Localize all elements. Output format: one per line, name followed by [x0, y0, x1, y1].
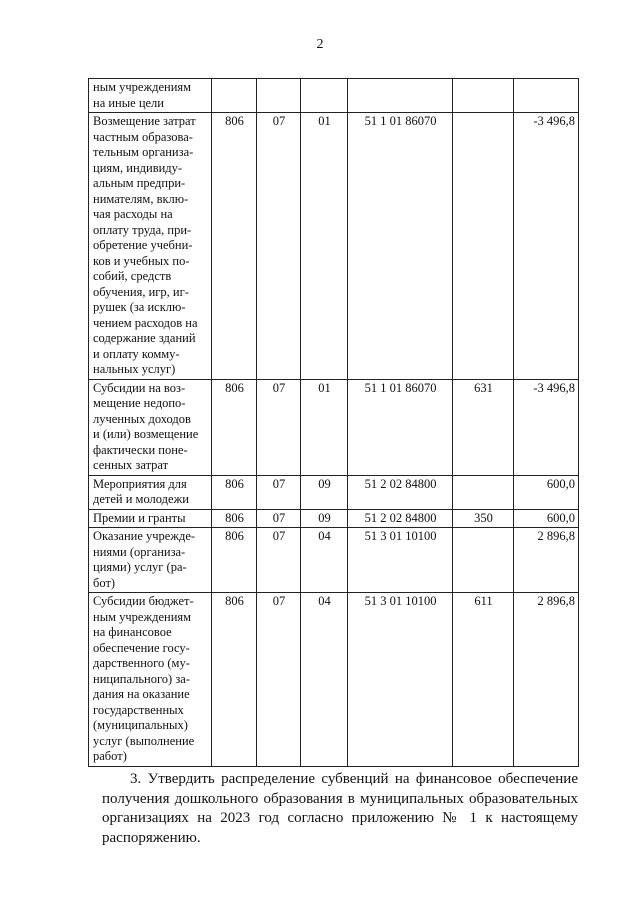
table-row — [89, 113, 579, 380]
row-name-line: работ) — [93, 749, 127, 763]
table-row — [89, 79, 579, 113]
rz-cell: 07 — [257, 528, 301, 593]
pr-cell: 04 — [301, 593, 348, 767]
sum-cell — [514, 79, 579, 113]
csr-cell: 51 1 01 86070 — [348, 113, 453, 380]
vr-cell: 611 — [453, 593, 514, 767]
sum-cell: -3 496,8 — [514, 113, 579, 380]
row-name-cell — [89, 593, 212, 767]
row-name-line: услуг (выполнение — [93, 733, 195, 748]
ved-cell — [212, 79, 257, 113]
row-name-line: на финансовое — [93, 625, 172, 639]
row-name-line: ным учреждениям — [93, 80, 192, 94]
row-name-cell — [89, 509, 212, 528]
table-row — [89, 509, 579, 528]
table-row — [89, 528, 579, 593]
pr-cell: 01 — [301, 379, 348, 475]
row-name-cell — [89, 79, 212, 113]
row-name-cell — [89, 113, 212, 380]
ved-cell: 806 — [212, 593, 257, 767]
ved-cell: 806 — [212, 475, 257, 509]
csr-cell: 51 3 01 10100 — [348, 593, 453, 767]
row-name-line: обучения, игр, иг- — [93, 284, 189, 299]
row-name-line: мещение недопо- — [93, 396, 186, 410]
row-name-line: Мероприятия для — [93, 476, 187, 491]
ved-cell: 806 — [212, 528, 257, 593]
sum-cell: 2 896,8 — [514, 593, 579, 767]
paragraph-text: 3. Утвердить распределение субвенций на финансовое обеспечение получения дошкольного образования в муниципальных образовательных организациях на 2023 год согласно приложению № 1 к настоящему распоряжению. — [102, 771, 578, 846]
row-name-line: ным учреждениям — [93, 609, 192, 624]
ved-cell: 806 — [212, 379, 257, 475]
pr-cell: 04 — [301, 528, 348, 593]
vr-cell — [453, 113, 514, 380]
row-name-line: ниями (организа- — [93, 544, 186, 559]
row-name-line: обретение учебни- — [93, 238, 193, 252]
pr-cell: 01 — [301, 113, 348, 380]
row-name-line: циям, индивиду- — [93, 160, 183, 175]
row-name-line: частным образова- — [93, 129, 193, 144]
rz-cell: 07 — [257, 475, 301, 509]
row-name-line: содержание зданий — [93, 331, 196, 345]
vr-cell — [453, 475, 514, 509]
row-name-line: циями) услуг (ра- — [93, 560, 187, 574]
row-name-line: дания на оказание — [93, 687, 190, 701]
vr-cell — [453, 528, 514, 593]
row-name-line: нальных услуг) — [93, 362, 176, 376]
rz-cell — [257, 79, 301, 113]
row-name-cell — [89, 379, 212, 475]
sum-cell: -3 496,8 — [514, 379, 579, 475]
ved-cell: 806 — [212, 113, 257, 380]
pr-cell: 09 — [301, 509, 348, 528]
row-name-line: альным предпри- — [93, 176, 186, 190]
row-name-line: нимателям, вклю- — [93, 191, 189, 206]
row-name-line: оплату труда, при- — [93, 222, 192, 237]
row-name-line: ков и учебных по- — [93, 253, 190, 268]
row-name-line: дарственного (му- — [93, 656, 190, 670]
row-name-line: чением расходов на — [93, 315, 198, 330]
csr-cell: 51 2 02 84800 — [348, 475, 453, 509]
rz-cell: 07 — [257, 379, 301, 475]
sum-cell: 2 896,8 — [514, 528, 579, 593]
pr-cell: 09 — [301, 475, 348, 509]
row-name-line: детей и молодежи — [93, 492, 189, 506]
row-name-line: лученных доходов — [93, 411, 191, 426]
row-name-line: фактически понe- — [93, 442, 188, 457]
row-name-line: Субсидии на воз- — [93, 380, 186, 395]
row-name-line: государственных — [93, 702, 184, 717]
row-name-line: сенных затрат — [93, 458, 169, 472]
csr-cell: 51 1 01 86070 — [348, 379, 453, 475]
row-name-line: собий, средств — [93, 269, 172, 283]
budget-table — [88, 78, 579, 767]
csr-cell: 51 3 01 10100 — [348, 528, 453, 593]
vr-cell — [453, 79, 514, 113]
row-name-line: и (или) возмещение — [93, 427, 199, 441]
vr-cell: 631 — [453, 379, 514, 475]
row-name-line: на иные цели — [93, 95, 164, 110]
csr-cell — [348, 79, 453, 113]
sum-cell: 600,0 — [514, 475, 579, 509]
row-name-cell — [89, 475, 212, 509]
table-row — [89, 593, 579, 767]
row-name-line: Премии и гранты — [93, 510, 186, 525]
rz-cell: 07 — [257, 113, 301, 380]
pr-cell — [301, 79, 348, 113]
page-number: 2 — [316, 37, 324, 52]
table-row — [89, 379, 579, 475]
ved-cell: 806 — [212, 509, 257, 528]
row-name-cell — [89, 528, 212, 593]
row-name-line: чая расходы на — [93, 207, 173, 221]
row-name-line: обеспечение госу- — [93, 640, 190, 655]
rz-cell: 07 — [257, 593, 301, 767]
csr-cell: 51 2 02 84800 — [348, 509, 453, 528]
vr-cell: 350 — [453, 509, 514, 528]
row-name-line: бот) — [93, 575, 116, 590]
row-name-line: Субсидии бюджет- — [93, 594, 194, 608]
row-name-line: (муниципальных) — [93, 718, 188, 732]
row-name-line: Оказание учрежде- — [93, 529, 196, 543]
row-name-line: тельным организа- — [93, 145, 194, 159]
row-name-line: ниципального) за- — [93, 671, 190, 686]
sum-cell: 600,0 — [514, 509, 579, 528]
resolution-paragraph — [102, 770, 578, 848]
row-name-line: и оплату комму- — [93, 346, 180, 361]
rz-cell: 07 — [257, 509, 301, 528]
row-name-line: рушек (за исклю- — [93, 300, 186, 314]
row-name-line: Возмещение затрат — [93, 114, 196, 128]
table-row — [89, 475, 579, 509]
table-body — [89, 79, 579, 767]
